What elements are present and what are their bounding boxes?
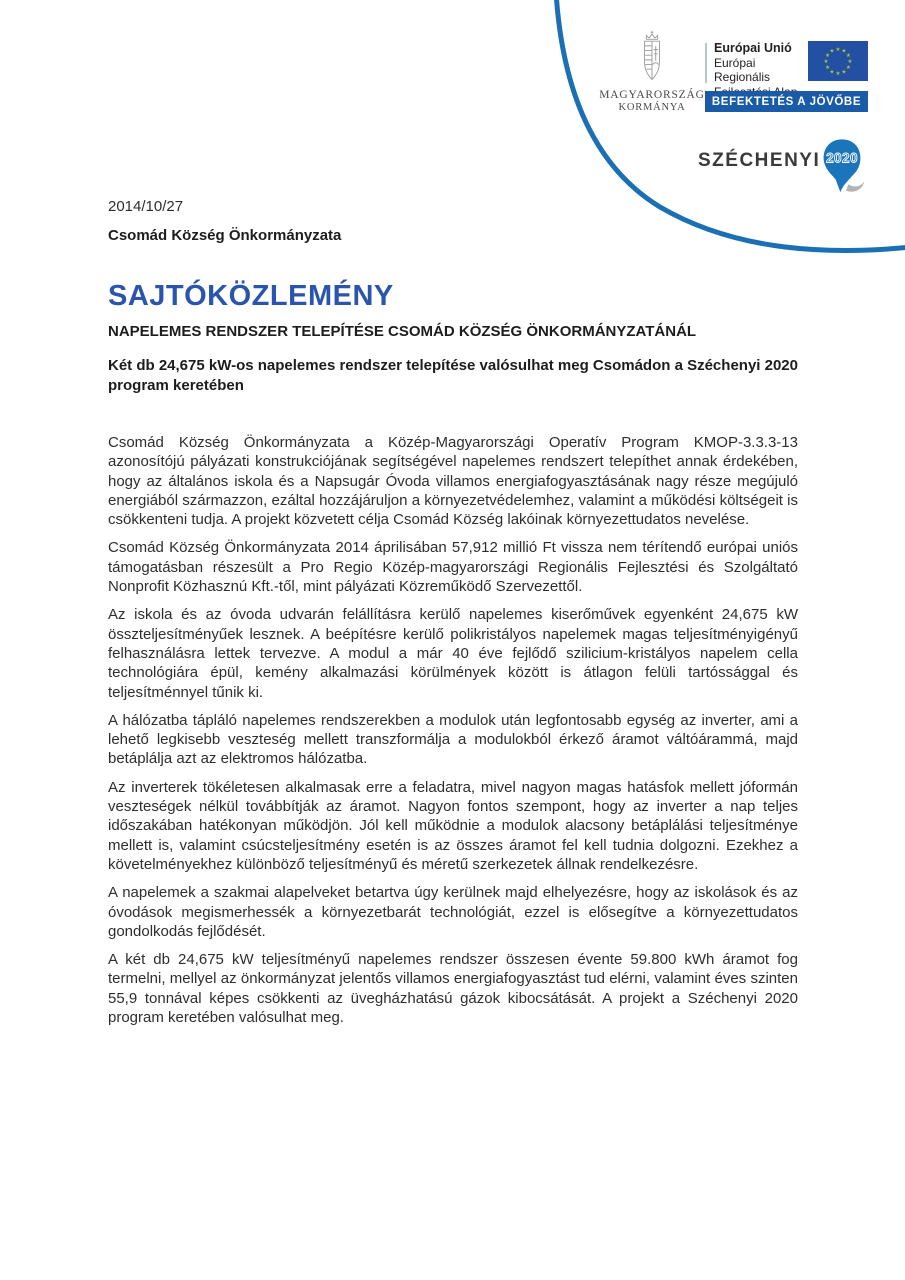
szechenyi-2020-pin-icon [818,136,866,202]
body-paragraph: Az iskola és az óvoda udvarán felállításra kerülő napelemes kiserőművek egyenként 24,675 kW összteljesítményűek lesznek. A beépítésre kerülő polikristályos napelemek magas teljesítményigényű felhasználásra lettek tervezve. A modul a már 40 éve fejlődő szilicium-kristályos napelem cella technológiára épül, kemény alkalmazási körülmények között is átlagon felüli tartóssággal és teljesítménnyel tűnik ki. [108,606,798,701]
svg-text:★: ★ [825,53,831,59]
organization-name: Csomád Község Önkormányzata [108,227,342,244]
body-paragraph: Az inverterek tökéletesen alkalmasak erre a feladatra, mivel nagyon magas hatásfok mellett jóformán veszteségek nélkül továbbítják az áramot. Nagyon fontos szempont, hogy az inverter a nap teljes időszakában hatékonyan működjön. Jól kell működnie a modulok alacsony betáplálási teljesítménye mellett is, valamint csúcsteljesítmény esetén is az összes áramot fel kell tudnia dolgozni. Ezekhez a követelményekhez különböző teljesítményű és méretű szerkezetek állnak rendelkezésre. [108,778,798,873]
svg-text:★: ★ [823,59,829,65]
svg-text:★: ★ [829,69,835,76]
press-release-title: SAJTÓKÖZLEMÉNY [108,280,394,312]
body-paragraph: Csomád Község Önkormányzata 2014 áprilisában 57,912 millió Ft vissza nem térítendő európai uniós támogatásban részesült a Pro Regio Közép-magyarországi Regionális Fejlesztési és Szolgáltató Nonprofit Közhasznú Kft.-től, mint pályázati Közreműködő Szervezettől. [108,539,798,596]
eu-flag-icon [808,41,868,81]
eu-fund-line2: Európai Regionális [714,55,771,84]
investment-banner: BEFEKTETÉS A JÖVŐBE [705,91,868,112]
svg-text:★: ★ [825,65,831,71]
press-release-subtitle: NAPELEMES RENDSZER TELEPÍTÉSE CSOMÁD KÖZSÉG ÖNKORMÁNYZATÁNÁL [108,323,697,340]
body-paragraph: A napelemek a szakmai alapelveket betartva úgy kerülnek majd elhelyezésre, hogy az iskolások és az óvodások megismerhessék a környezetbarát technológiát, ezzel is elősegítve a környezettudatos gondolkodás fejlődését. [108,884,798,940]
document-content [108,197,798,1036]
date-line: 2014/10/27 [108,198,184,215]
logo-divider [705,43,707,83]
szechenyi-year-label: 2020 [826,150,858,166]
svg-text:★: ★ [845,53,851,59]
lead-paragraph: Két db 24,675 kW-os napelemes rendszer telepítése valósulhat meg Csomádon a Széchenyi 2020 program keretében [108,357,798,394]
hungary-coat-of-arms-icon [635,30,669,86]
body-paragraph: A két db 24,675 kW teljesítményű napelemes rendszer összesen évente 59.800 kWh áramot fog termelni, mellyel az önkormányzat jelentős villamos energiafogyasztást tud elérni, valamint éves szinten 55,9 tonnával képes csökkenti az üvegházhatású gázok kibocsátását. A projekt a Széchenyi 2020 program keretében valósulhat meg. [108,951,798,1027]
szechenyi-wordmark: SZÉCHENYI [698,150,821,171]
svg-text:★: ★ [835,47,841,53]
svg-text:★: ★ [841,69,847,76]
svg-text:★: ★ [841,48,847,55]
body-paragraph: Csomád Község Önkormányzata a Közép-Magyarországi Operatív Program KMOP-3.3.3-13 azonosítójú pályázati konstrukciójának segítségével napelemes rendszert telepíthet annak érdekében, hogy az általános iskola és a Napsugár Óvoda villamos energiafogyasztásának nagy része megújuló energiából származzon, ezáltal hozzájáruljon a környezetvédelemhez, valamint a működési költségeit is csökkenteni tudja. A projekt közvetett célja Csomád Község lakóinak környezettudatos nevelése. [108,434,798,529]
svg-text:★: ★ [847,59,853,65]
svg-text:★: ★ [829,48,835,55]
government-wordmark-line1: MAGYARORSZÁG [599,89,705,101]
body-copy [108,433,798,1027]
body-paragraph: A hálózatba tápláló napelemes rendszerekben a modulok után legfontosabb egység az inverter, ami a lehető legkisebb veszteség mellett transzformálja a modulokból érkező áramot váltóárammá, majd betáplálja azt az elektromos hálózatba. [108,711,798,768]
hungary-government-logo [596,30,708,114]
svg-text:★: ★ [845,65,851,71]
svg-text:★: ★ [835,71,841,77]
government-wordmark-line2: KORMÁNYA [618,101,686,113]
eu-fund-line1: Európai Unió [714,41,792,55]
government-wordmark [596,89,708,114]
